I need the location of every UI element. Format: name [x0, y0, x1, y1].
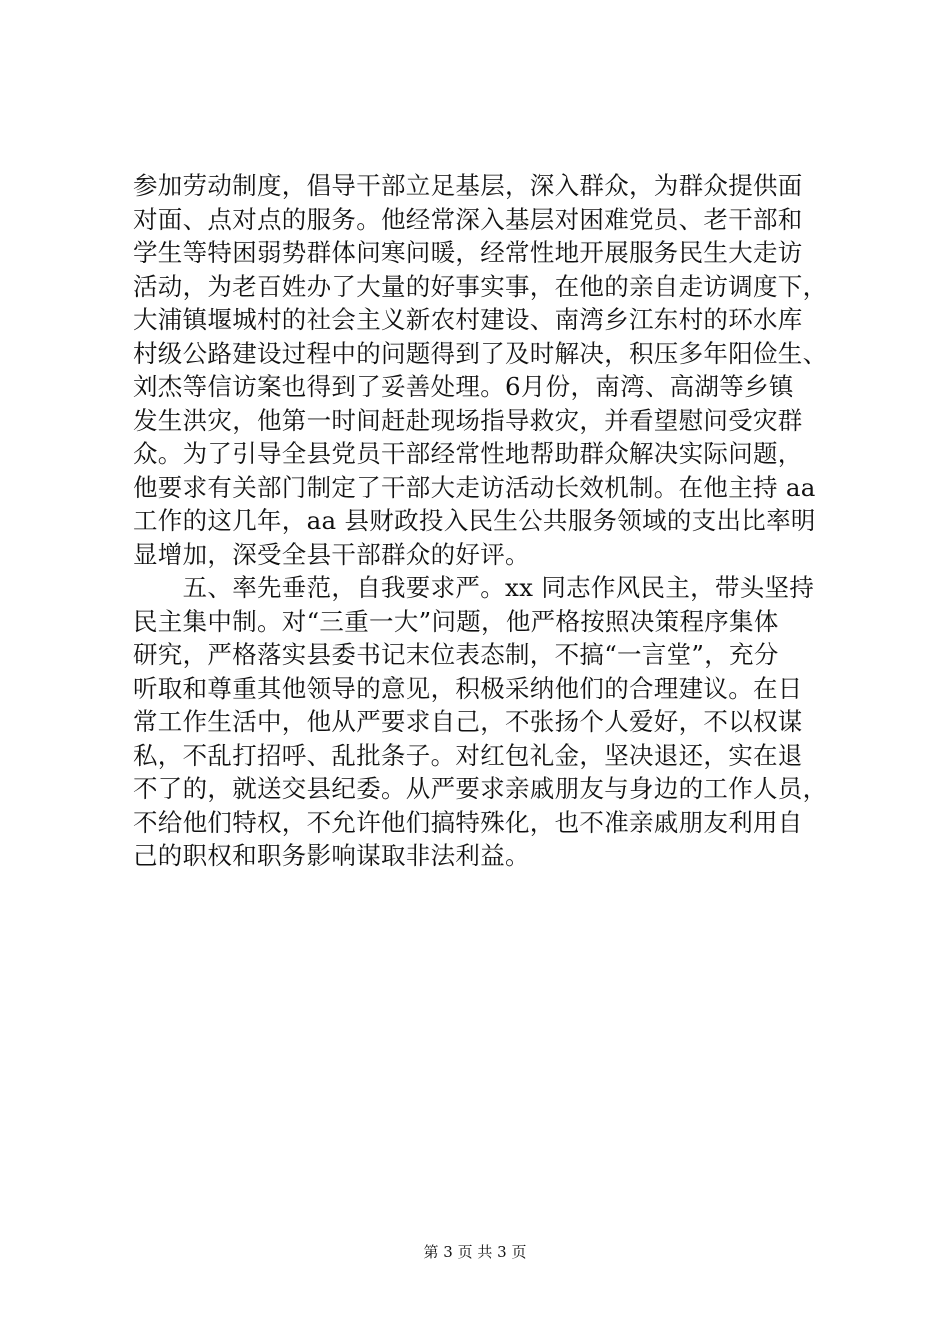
text-line: 工作的这几年，aa 县财政投入民生公共服务领域的支出比率明	[133, 506, 816, 535]
text-line: 众。为了引导全县党员干部经常性地帮助群众解决实际问题，	[133, 439, 803, 468]
text-line: 参加劳动制度，倡导干部立足基层，深入群众，为群众提供面	[133, 171, 803, 200]
text-line: 己的职权和职务影响谋取非法利益。	[133, 841, 530, 870]
text-line: 常工作生活中，他从严要求自己，不张扬个人爱好，不以权谋	[133, 707, 803, 736]
text-line: 学生等特困弱势群体问寒问暖，经常性地开展服务民生大走访	[133, 238, 803, 267]
text-line: 听取和尊重其他领导的意见，积极采纳他们的合理建议。在日	[133, 673, 803, 703]
text-line: 村级公路建设过程中的问题得到了及时解决，积压多年阳俭生、	[133, 338, 828, 368]
text-line: 私，不乱打招呼、乱批条子。对红包礼金，坚决退还，实在退	[133, 740, 803, 770]
text-line: 显增加，深受全县干部群众的好评。	[133, 539, 530, 569]
text-line: 研究，严格落实县委书记末位表态制，不搞“一言堂”，充分	[133, 640, 779, 669]
text-line: 不给他们特权，不允许他们搞特殊化，也不准亲戚朋友利用自	[133, 807, 803, 837]
page-footer: 第 3 页 共 3 页	[423, 1243, 527, 1261]
text-line: 不了的，就送交县纪委。从严要求亲戚朋友与身边的工作人员，	[133, 774, 828, 803]
text-line: 活动，为老百姓办了大量的好事实事，在他的亲自走访调度下，	[133, 271, 828, 301]
text-line: 刘杰等信访案也得到了妥善处理。6月份，南湾、高湖等乡镇	[133, 372, 794, 401]
text-line: 发生洪灾，他第一时间赶赴现场指导救灾，并看望慰问受灾群	[133, 405, 803, 435]
text-line: 他要求有关部门制定了干部大走访活动长效机制。在他主持 aa	[133, 472, 816, 502]
text-line: 对面、点对点的服务。他经常深入基层对困难党员、老干部和	[133, 204, 803, 234]
text-line: 五、率先垂范，自我要求严。xx 同志作风民主，带头坚持	[133, 573, 815, 602]
body-text	[133, 169, 833, 873]
text-line: 大浦镇堰城村的社会主义新农村建设、南湾乡江东村的环水库	[133, 305, 803, 334]
text-line: 民主集中制。对“三重一大”问题，他严格按照决策程序集体	[133, 606, 779, 636]
